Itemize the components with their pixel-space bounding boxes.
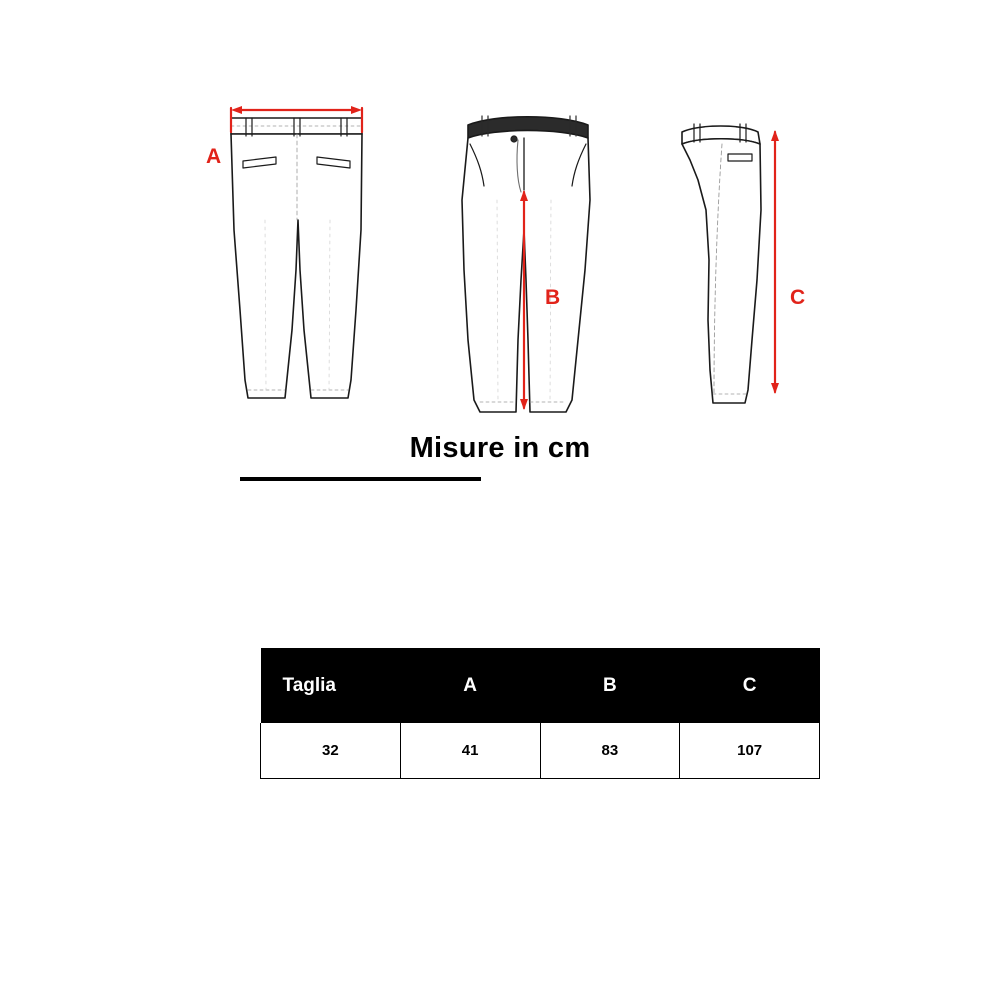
cell-b: 83 bbox=[540, 723, 680, 779]
caption-text: Misure in cm bbox=[409, 432, 591, 464]
measure-label-a: A bbox=[206, 145, 222, 168]
caption-underline bbox=[240, 477, 481, 481]
measure-label-b: B bbox=[545, 286, 561, 309]
header-c: C bbox=[680, 648, 820, 723]
trousers-illustrations bbox=[0, 40, 1000, 420]
size-table-body bbox=[261, 723, 820, 779]
front-view-illustration bbox=[462, 116, 590, 412]
header-a: A bbox=[400, 648, 540, 723]
size-table-container bbox=[260, 648, 820, 779]
trousers-diagram bbox=[0, 40, 1000, 420]
size-table-head bbox=[261, 648, 820, 723]
table-header-row bbox=[261, 648, 820, 723]
size-table bbox=[260, 648, 820, 779]
caption-block bbox=[0, 432, 1000, 502]
cell-a: 41 bbox=[400, 723, 540, 779]
cell-c: 107 bbox=[680, 723, 820, 779]
measure-c-arrow bbox=[771, 130, 779, 394]
cell-taglia: 32 bbox=[261, 723, 401, 779]
table-row bbox=[261, 723, 820, 779]
header-b: B bbox=[540, 648, 680, 723]
side-view-illustration bbox=[682, 124, 761, 403]
back-view-illustration bbox=[231, 118, 362, 398]
header-taglia: Taglia bbox=[261, 648, 401, 723]
measure-label-c: C bbox=[790, 286, 806, 309]
